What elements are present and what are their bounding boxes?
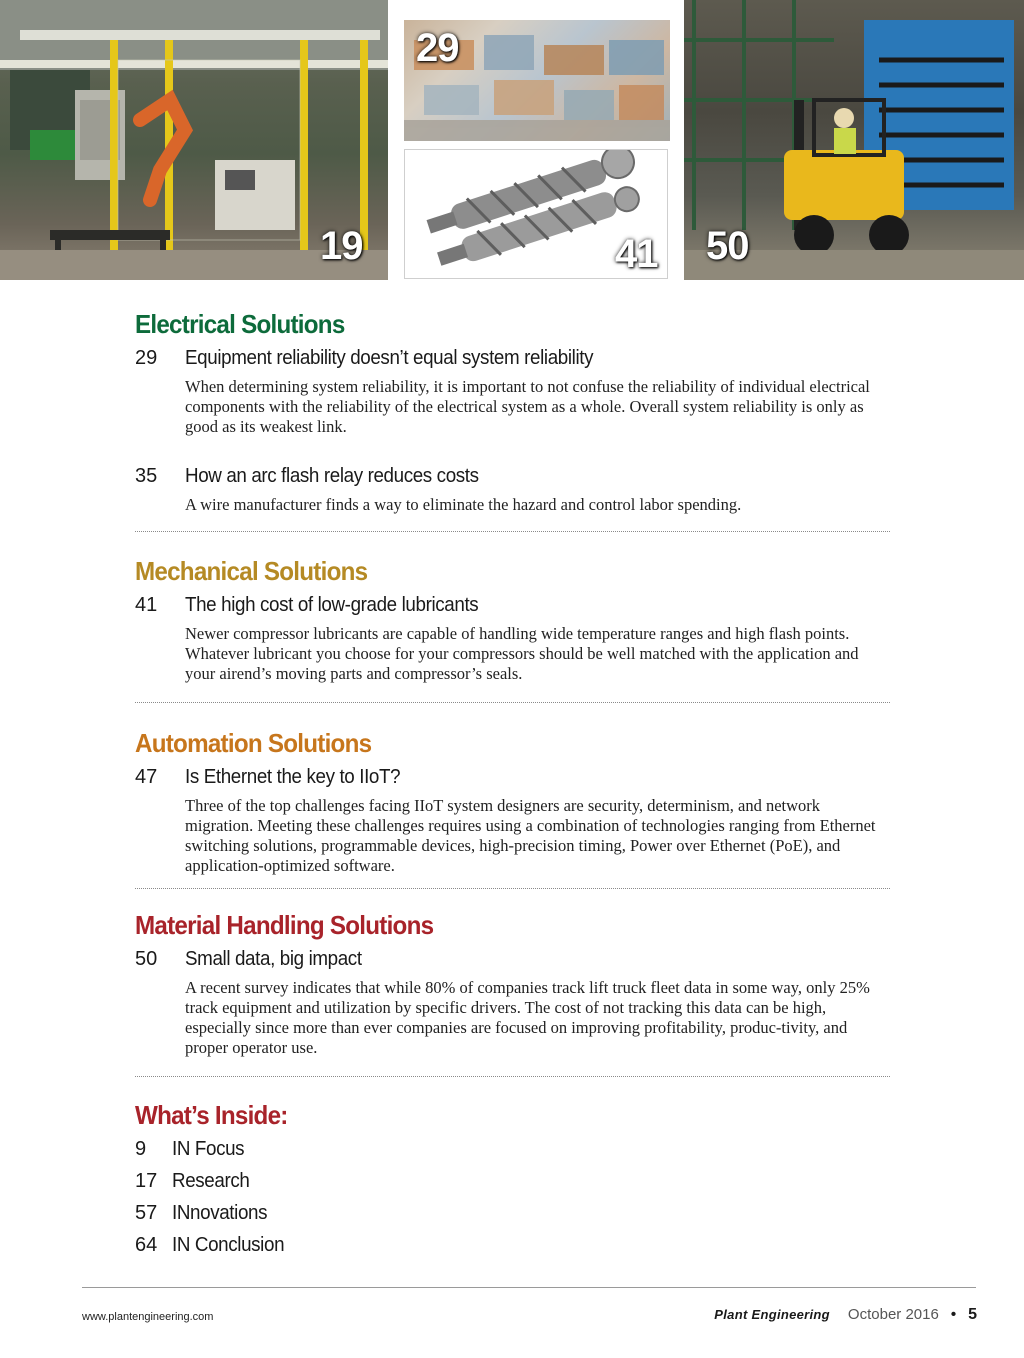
- article-title[interactable]: Is Ethernet the key to IIoT?: [185, 766, 401, 788]
- article-page-number: 50: [135, 948, 158, 970]
- article-page-number: 35: [135, 465, 158, 487]
- article-title[interactable]: The high cost of low-grade lubricants: [185, 594, 479, 616]
- section-electrical: [135, 309, 890, 515]
- section-whats-inside: [135, 1100, 890, 1130]
- list-item[interactable]: [135, 1166, 291, 1198]
- article-entry[interactable]: [135, 463, 890, 515]
- photo-strip: [0, 0, 1024, 280]
- photo-number-29: 29: [416, 26, 459, 70]
- article-description: A wire manufacturer finds a way to eliminate the hazard and control labor spending.: [185, 495, 742, 514]
- item-page-number: 17: [135, 1170, 158, 1192]
- page-number: 5: [968, 1306, 977, 1323]
- section-title-whats-inside: What’s Inside:: [135, 1100, 288, 1130]
- item-label[interactable]: IN Conclusion: [172, 1234, 285, 1256]
- footer-separator: •: [950, 1306, 957, 1323]
- photo-forklift: [684, 0, 1024, 280]
- item-label[interactable]: IN Focus: [172, 1138, 245, 1160]
- section-divider: [135, 702, 890, 703]
- publication-name: Plant Engineering: [714, 1307, 830, 1322]
- item-label[interactable]: INnovations: [172, 1202, 268, 1224]
- section-material-handling: [135, 910, 890, 1058]
- list-item[interactable]: [135, 1198, 291, 1230]
- item-page-number: 64: [135, 1234, 158, 1256]
- footer-rule: [82, 1287, 976, 1288]
- item-page-number: 57: [135, 1202, 158, 1224]
- item-page-number: 9: [135, 1138, 147, 1160]
- section-divider: [135, 888, 890, 889]
- article-entry[interactable]: [135, 345, 890, 437]
- article-title[interactable]: Equipment reliability doesn’t equal system reliability: [185, 347, 594, 369]
- photo-compressor-rotors: [404, 149, 668, 279]
- issue-date: October 2016: [847, 1306, 939, 1323]
- section-title-automation: Automation Solutions: [135, 728, 372, 758]
- photo-robotic-cell: [0, 0, 388, 280]
- article-entry[interactable]: [135, 592, 890, 684]
- article-page-number: 47: [135, 766, 158, 788]
- section-mechanical: [135, 556, 890, 684]
- section-automation: [135, 728, 890, 876]
- footer-folio: [714, 1306, 977, 1324]
- article-description: Three of the top challenges facing IIoT system designers are security, determinism, and network migration. Meeting these challenges requires using a combination of technologies ranging from Ethernet switching solutions, programmable devices, high-precision timing, Power over Ethernet (PoE), and application-optimized software.: [185, 796, 876, 875]
- article-description: A recent survey indicates that while 80% of companies track lift truck fleet data in some way, only 25% track equipment and utilization by specific drivers. The cost of not tracking this data can be high, especially since more than ever companies are focused on improving profitability, produc-tivity, and proper operator use.: [185, 978, 870, 1057]
- item-label[interactable]: Research: [172, 1170, 250, 1192]
- whats-inside-list: [135, 1134, 291, 1262]
- section-title-mechanical: Mechanical Solutions: [135, 556, 368, 586]
- article-page-number: 29: [135, 347, 158, 369]
- article-description: Newer compressor lubricants are capable of handling wide temperature ranges and high flash points. Whatever lubricant you choose for your compressors should be well matched with the application and your airend’s moving parts and compressor’s seals.: [185, 624, 859, 683]
- section-title-electrical: Electrical Solutions: [135, 309, 345, 339]
- footer-url[interactable]: www.plantengineering.com: [82, 1311, 214, 1323]
- article-title[interactable]: How an arc flash relay reduces costs: [185, 465, 479, 487]
- photo-number-50: 50: [706, 224, 749, 268]
- photo-number-19: 19: [320, 224, 363, 268]
- photo-number-41: 41: [615, 232, 658, 276]
- list-item[interactable]: [135, 1134, 291, 1166]
- photo-plant-layout: [404, 20, 670, 141]
- article-entry[interactable]: [135, 764, 890, 876]
- article-page-number: 41: [135, 594, 158, 616]
- section-divider: [135, 1076, 890, 1077]
- list-item[interactable]: [135, 1230, 291, 1262]
- article-title[interactable]: Small data, big impact: [185, 948, 362, 970]
- article-entry[interactable]: [135, 946, 890, 1058]
- section-divider: [135, 531, 890, 532]
- article-description: When determining system reliability, it is important to not confuse the reliability of individual electrical components with the reliability of the electrical system as a whole. Overall system reliability is only as good as its weakest link.: [185, 377, 870, 436]
- section-title-material-handling: Material Handling Solutions: [135, 910, 434, 940]
